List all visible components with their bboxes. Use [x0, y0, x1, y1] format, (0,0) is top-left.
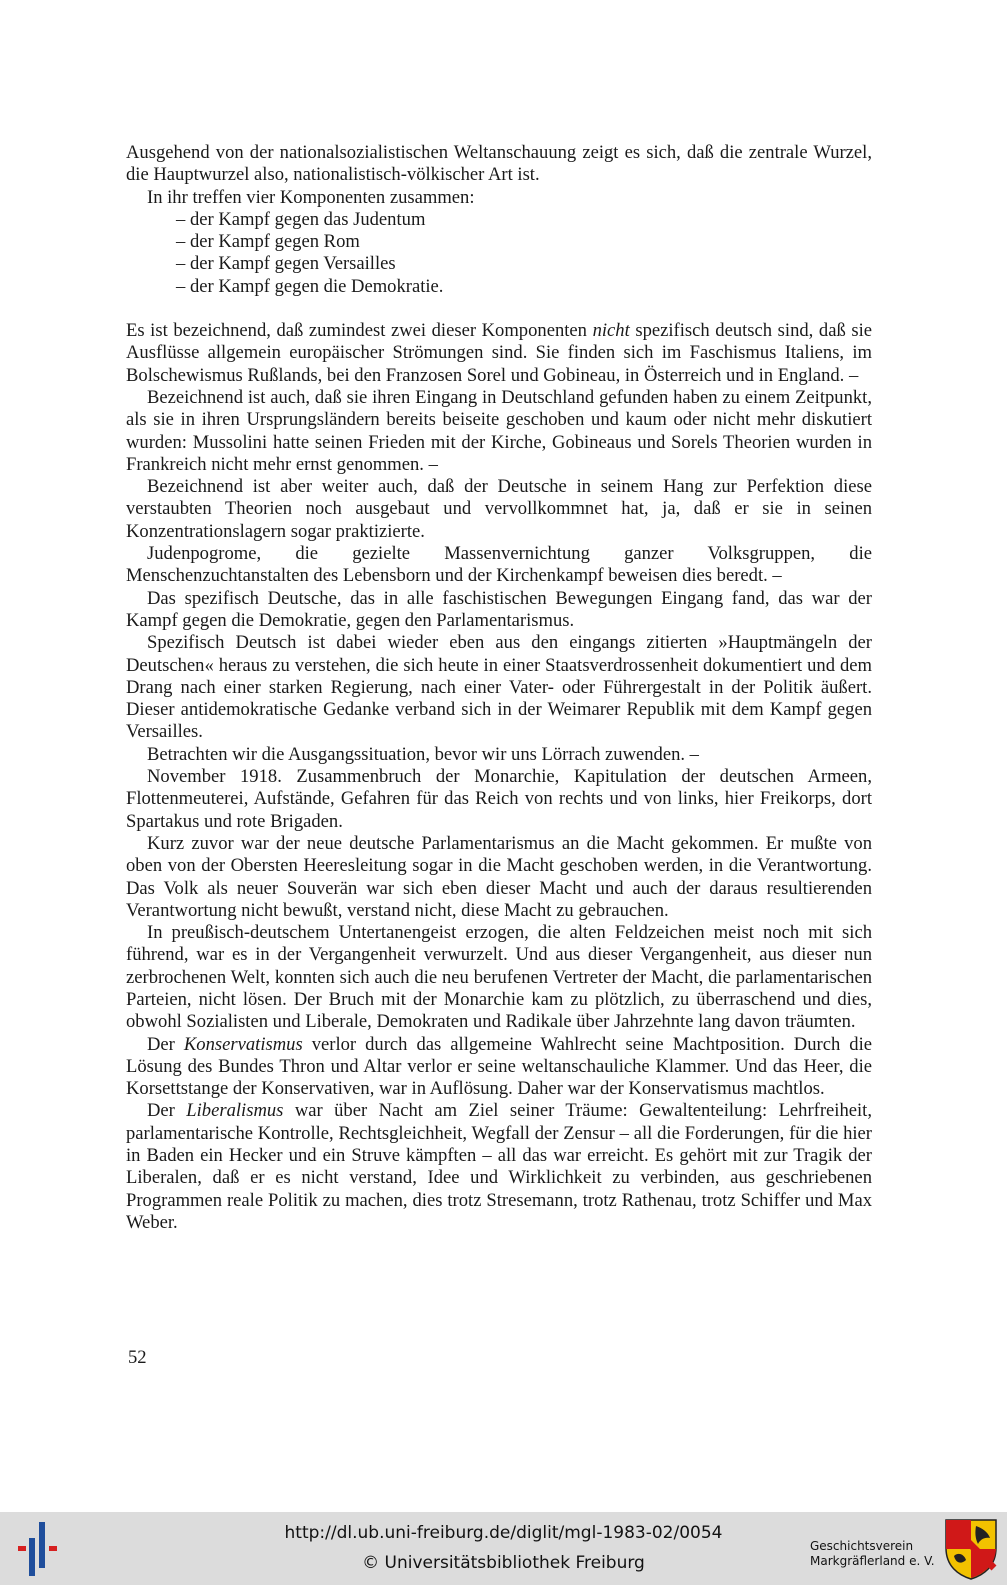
- society-line: Geschichtsverein: [810, 1539, 914, 1553]
- text-run: Der: [147, 1033, 184, 1055]
- page-number: 52: [128, 1347, 147, 1368]
- paragraph-nicht: [126, 320, 872, 387]
- paragraph: Judenpogrome, die gezielte Massenvernichtung ganzer Volksgruppen, die Menschenzuchtanstalten des Lebensborn und der Kirchenkampf beweisen dies beredt. –: [126, 543, 872, 587]
- paragraph-konservatismus: [126, 1034, 872, 1101]
- text-run: verlor durch das allgemeine Wahlrecht seine Machtposition. Durch die Lösung des Bundes Thron und Altar verlor er seine weltanschauliche Klammer. Und das Heer, die Korsettstange der Konservativen, war in Auflösung. Daher war der Konservatismus machtlos.: [126, 1033, 872, 1100]
- emphasis: Konservatismus: [183, 1033, 303, 1055]
- footer-bar: [0, 1512, 1007, 1585]
- emphasis: nicht: [592, 320, 630, 342]
- paragraph: Das spezifisch Deutsche, das in alle faschistischen Bewegungen Eingang fand, das war der Kampf gegen die Demokratie, gegen den Parlamentarismus.: [126, 587, 872, 631]
- paragraph: Spezifisch Deutsch ist dabei wieder eben aus den eingangs zitierten »Hauptmängeln der Deutschen« heraus zu verstehen, die sich heute in einer Staatsverdrossenheit dokumentiert und dem Drang nach einer starken Regierung, nach einer Vater- oder Führergestalt in der Politik äußert. Dieser antidemokratische Gedanke verband sich in der Weimarer Republik mit dem Kampf gegen Versailles.: [126, 632, 872, 743]
- list-item: – der Kampf gegen das Judentum: [176, 209, 872, 231]
- footer-copyright: © Universitätsbibliothek Freiburg: [362, 1553, 645, 1573]
- text-run: war über Nacht am Ziel seiner Träume: Gewaltenteilung: Lehrfreiheit, parlamentarische Kontrolle, Rechtsgleichheit, Wegfall der Zensur – all die Forderungen, für die hier in Baden ein Hecker und ein Struve kämpften – all das war erreicht. Es gehört mit zur Tragik der Liberalen, daß er es nicht verstand, Idee und Wirklichkeit zu verbinden, aus geschriebenen Programmen reale Politik zu machen, dies trotz Stresemann, trotz Rathenau, trotz Schiffer und Max Weber.: [126, 1100, 872, 1233]
- text-run: Es ist bezeichnend, daß zumindest zwei dieser Komponenten: [126, 320, 593, 342]
- paragraph: Kurz zuvor war der neue deutsche Parlamentarismus an die Macht gekommen. Er mußte von oben von der Obersten Heeresleitung sogar in die Macht geschoben werden, in die Verantwortung. Das Volk als neuer Souverän war sich eben dieser Macht und auch der daraus resultierenden Verantwortung nicht bewußt, verstand nicht, diese Macht zu gebrauchen.: [126, 832, 872, 921]
- paragraph: In ihr treffen vier Komponenten zusammen:: [147, 186, 475, 208]
- paragraph: Ausgehend von der nationalsozialistischen Weltanschauung zeigt es sich, daß die zentrale Wurzel, die Hauptwurzel also, nationalistisch-völkischer Art ist.: [126, 142, 872, 186]
- society-line: Markgräflerland e. V.: [810, 1554, 935, 1568]
- emphasis: Liberalismus: [186, 1100, 284, 1122]
- text-run: spezifisch deutsch sind, daß sie Ausflüsse allgemein europäischer Strömungen sind. Sie finden sich im Faschismus Italiens, im Bolschewismus Rußlands, bei den Franzosen Sorel und Gobineau, in Österreich und in England. –: [126, 320, 872, 386]
- paragraph: Betrachten wir die Ausgangssituation, bevor wir uns Lörrach zuwenden. –: [147, 743, 699, 765]
- society-name: [810, 1539, 935, 1569]
- list-item: – der Kampf gegen Versailles: [176, 253, 872, 275]
- footer-url-link[interactable]: http://dl.ub.uni-freiburg.de/diglit/mgl-1983-02/0054: [284, 1523, 723, 1543]
- component-list: [126, 209, 872, 298]
- paragraph: Bezeichnend ist auch, daß sie ihren Eingang in Deutschland gefunden haben zu einem Zeitpunkt, als sie in ihren Ursprungsländern bereits beiseite geschoben und kaum oder nicht mehr diskutiert wurden: Mussolini hatte seinen Frieden mit der Kirche, Gobineaus und Sorels Theorien wurden in Frankreich nicht mehr ernst genommen. –: [126, 386, 872, 475]
- paragraph-liberalismus: [126, 1100, 872, 1234]
- list-item: – der Kampf gegen Rom: [176, 231, 872, 253]
- list-item: – der Kampf gegen die Demokratie.: [176, 276, 872, 298]
- text-run: Der: [147, 1100, 187, 1122]
- text-column: [126, 142, 872, 1234]
- paragraph: November 1918. Zusammenbruch der Monarchie, Kapitulation der deutschen Armeen, Flottenmeuterei, Aufstände, Gefahren für das Reich von rechts und von links, hier Freikorps, dort Spartakus und rote Brigaden.: [126, 766, 872, 832]
- paragraph: Bezeichnend ist aber weiter auch, daß der Deutsche in seinem Hang zur Perfektion diese verstaubten Theorien noch ausgebaut und vervollkommnet hat, ja, daß er sie in seinen Konzentrationslagern sogar praktizierte.: [126, 476, 872, 542]
- paragraph: In preußisch-deutschem Untertanengeist erzogen, die alten Feldzeichen meist noch mit sich führend, war es in der Vergangenheit verwurzelt. Und aus dieser Vergangenheit, aus dieser nun zerbrochenen Welt, konnten sich auch die neu berufenen Vertreter der Macht, die parlamentarischen Parteien, nicht lösen. Der Bruch mit der Monarchie kam zu plötzlich, zu überraschend und dies, obwohl Sozialisten und Liberale, Demokraten und Radikale über Jahrzehnte lang davon träumten.: [126, 922, 872, 1033]
- coat-of-arms-icon[interactable]: [944, 1518, 998, 1580]
